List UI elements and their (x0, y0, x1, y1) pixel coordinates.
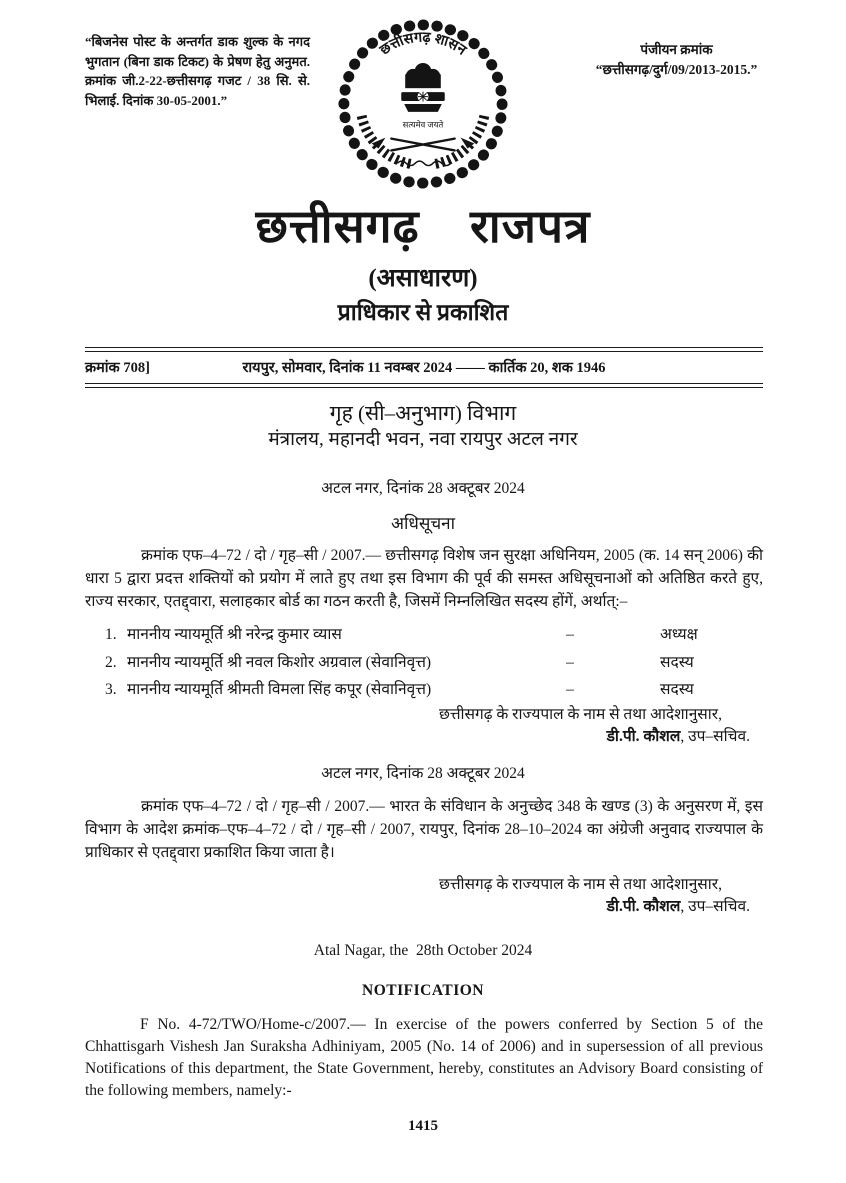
department-address: मंत्रालय, महानदी भवन, नवा रायपुर अटल नगर (268, 429, 578, 450)
member-row (85, 676, 763, 704)
notification-body-english: F No. 4-72/TWO/Home-c/2007.— In exercise of the powers conferred by Section 5 of the Chhattisgarh Vishesh Jan Suraksha Adhiniyam, 2005 (No. 14 of 2006) and in supersession of all previous Notifications of this department, the State Government, hereby, constitutes an Advisory Board consisting of the following members, namely:- (85, 1015, 763, 1099)
member-row (85, 621, 763, 649)
registration-label: पंजीयन क्रमांक (640, 42, 713, 57)
signature-officer-line (390, 726, 750, 748)
postal-permission-note: “बिजनेस पोस्ट के अन्तर्गत डाक शुल्क के नगद भुगतान (बिना डाक टिकट) के प्रेषण हेतु अनुमत. क्रमांक जी.2-22-छत्तीसगढ़ गजट / 38 सि. से. भिलाई. दिनांक 30-05-2001.” (85, 34, 310, 108)
member-dash: – (566, 681, 574, 698)
svg-text:छत्तीसगढ़ शासन (376, 30, 470, 60)
registration-block (549, 40, 804, 80)
member-row (85, 649, 763, 677)
signatory-title: , उप–सचिव. (680, 727, 750, 745)
issue-row (85, 352, 763, 383)
member-number: 3. (105, 681, 117, 698)
signature-officer-line (390, 896, 750, 918)
signature-authority-line: छत्तीसगढ़ के राज्यपाल के नाम से तथा आदेशानुसार, (438, 875, 722, 893)
member-role: सदस्य (660, 653, 694, 671)
member-name: माननीय न्यायमूर्ति श्री नवल किशोर अग्रवाल (सेवानिवृत्त) (127, 653, 432, 671)
place-date-hindi-1: अटल नगर, दिनांक 28 अक्टूबर 2024 (321, 480, 525, 497)
signatory-name: डी.पी. कौशल (606, 897, 681, 915)
notification-heading-hindi: अधिसूचना (391, 514, 455, 533)
advisory-board-members (85, 621, 763, 704)
chhattisgarh-emblem-icon (334, 8, 512, 205)
signature-block-2 (390, 874, 750, 918)
member-role: सदस्य (660, 681, 694, 698)
gazette-tagline: प्राधिकार से प्रकाशित (337, 300, 509, 325)
signature-authority-line: छत्तीसगढ़ के राज्यपाल के नाम से तथा आदेशानुसार, (438, 705, 722, 723)
notification-body-hindi: क्रमांक एफ–4–72 / दो / गृह–सी / 2007.— छत्तीसगढ़ विशेष जन सुरक्षा अधिनियम, 2005 (क. 14 सन् 2006) की धारा 5 द्वारा प्रदत्त शक्तियों को प्रयोग में लाते हुए तथा इस विभाग की पूर्व की समस्त अधिसूचनाओं को अतिष्ठित करते हुए, राज्य सरकार, एतद्द्वारा, सलाहकार बोर्ड का गठन करती है, जिसमें निम्नलिखित सदस्य होंगें, अर्थात्:– (85, 547, 763, 610)
signatory-title: , उप–सचिव. (680, 897, 750, 915)
department-name: गृह (सी–अनुभाग) विभाग (329, 401, 517, 425)
gazette-title: छत्तीसगढ़ राजपत्र (255, 201, 591, 252)
member-dash: – (566, 626, 574, 643)
notification-heading-english: NOTIFICATION (362, 981, 484, 999)
issue-bar (85, 347, 763, 388)
gazette-subtitle: (असाधारण) (368, 265, 478, 292)
member-number: 1. (105, 626, 117, 643)
registration-number: “छत्तीसगढ़/दुर्ग/09/2013-2015.” (595, 62, 758, 77)
signature-block-1 (390, 704, 750, 748)
member-number: 2. (105, 653, 117, 671)
issue-number: क्रमांक 708] (85, 360, 150, 376)
member-role: अध्यक्ष (660, 626, 698, 643)
member-dash: – (566, 653, 574, 671)
bottom-double-rule (85, 383, 763, 388)
place-date-hindi-2: अटल नगर, दिनांक 28 अक्टूबर 2024 (321, 764, 525, 782)
page-number: 1415 (408, 1117, 438, 1134)
place-date-english: Atal Nagar, the 28th October 2024 (313, 941, 533, 959)
ashoka-lion-capital-icon (401, 63, 445, 112)
translation-order-body-hindi: क्रमांक एफ–4–72 / दो / गृह–सी / 2007.— भारत के संविधान के अनुच्छेद 348 के खण्ड (3) के अनुसरण में, इस विभाग के आदेश क्रमांक–एफ–4–72 / दो / गृह–सी / 2007, रायपुर, दिनांक 28–10–2024 का अंग्रेजी अनुवाद राज्यपाल के प्राधिकार से एतद्द्वारा प्रकाशित किया जाता है। (85, 797, 763, 861)
member-name: माननीय न्यायमूर्ति श्री नरेन्द्र कुमार व्यास (127, 626, 342, 643)
emblem-top-text: छत्तीसगढ़ शासन (377, 29, 469, 59)
issue-dateline: रायपुर, सोमवार, दिनांक 11 नवम्बर 2024 —— कार्तिक 20, शक 1946 (242, 360, 606, 376)
signatory-name: डी.पी. कौशल (606, 727, 681, 745)
page-header (0, 0, 846, 200)
member-name: माननीय न्यायमूर्ति श्रीमती विमला सिंह कपूर (सेवानिवृत्त) (127, 681, 432, 698)
emblem-motto: सत्यमेव जयते (402, 120, 444, 130)
